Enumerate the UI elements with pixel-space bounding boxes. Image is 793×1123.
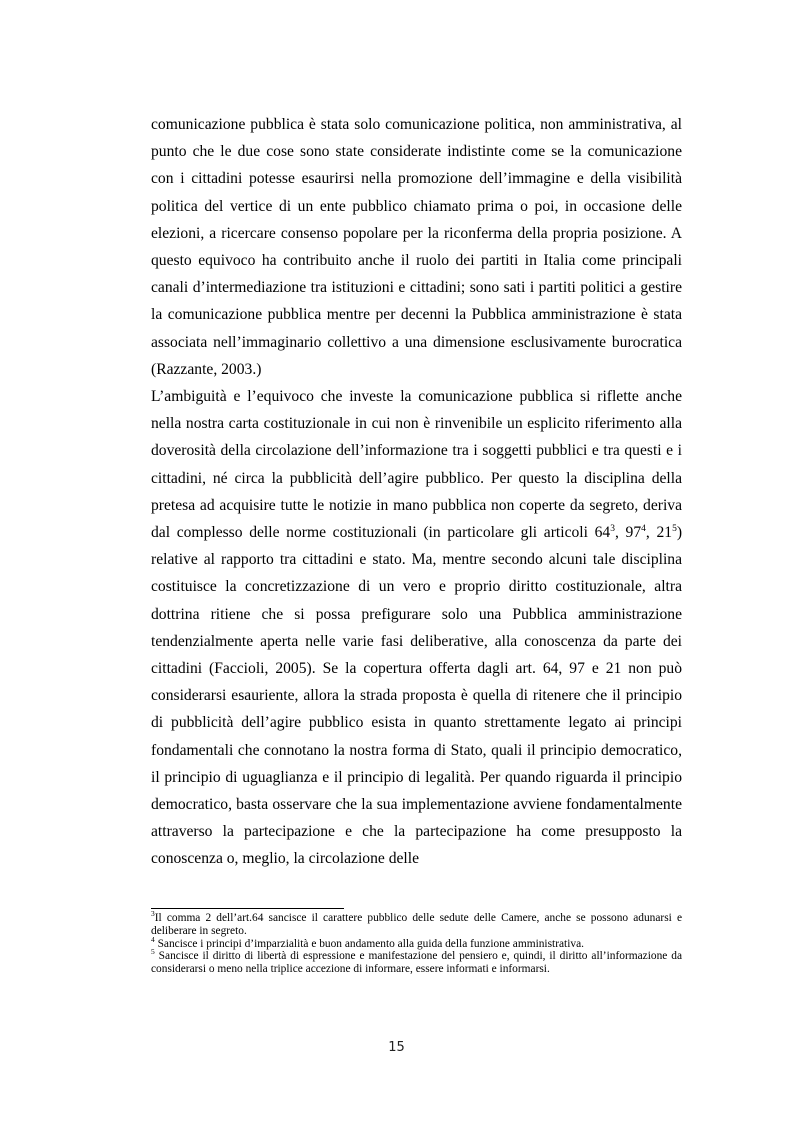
paragraph-1 — [151, 111, 682, 383]
footnote-marker-4: 4 — [151, 934, 155, 944]
footnote-5 — [151, 947, 682, 976]
paragraph-2-text-d: ) relative al rapporto tra cittadini e stato. Ma, mentre secondo alcuni tale disciplina costituisce la concretizzazione di un vero e proprio diritto costituzionale, altra dottrina ritiene che si possa prefigurare solo una Pubblica amministrazione tendenzialmente aperta nelle varie fasi deliberative, alla conoscenza da parte dei cittadini (Faccioli, 2005). Se la copertura offerta dagli art. 64, 97 e 21 non può considerarsi esauriente, allora la strada proposta è quella di ritenere che il principio di pubblicità dell’agire pubblico esista in quanto strettamente legato ai principi fondamentali che connotano la nostra forma di Stato, quali il principio democratico, il principio di uguaglianza e il principio di legalità. Per quando riguarda il principio democratico, basta osservare che la sua implementazione avviene fondamentalmente attraverso la partecipazione e che la partecipazione ha come presupposto la conoscenza o, meglio, la circolazione delle — [151, 524, 683, 868]
footnote-marker-5: 5 — [151, 947, 155, 957]
footnote-marker-3: 3 — [151, 909, 155, 919]
paragraph-2 — [151, 383, 682, 873]
paragraph-2-text-c: , 21 — [645, 524, 673, 542]
footnote-text-5: Sancisce il diritto di libertà di espressione e manifestazione del pensiero e, quindi, il diritto all’informazione da considerarsi o meno nella triplice accezione di informare, essere informati e informarsi. — [151, 950, 682, 976]
body-text — [151, 111, 682, 873]
footnote-4 — [151, 934, 682, 951]
footnote-ref-5[interactable]: 5 — [672, 523, 677, 534]
paragraph-2-text-a: L’ambiguità e l’equivoco che investe la comunicazione pubblica si riflette anche nella nostra carta costituzionale in cui non è rinvenibile un esplicito riferimento alla doverosità della circolazione dell’informazione tra i soggetti pubblici e tra questi e i cittadini, né circa la pubblicità dell’agire pubblico. Per questo la disciplina della pretesa ad acquisire tutte le notizie in mano pubblica non coperte da segreto, deriva dal complesso delle norme costituzionali (in particolare gli articoli 64 — [151, 388, 682, 542]
paragraph-2-text-b: , 97 — [614, 524, 642, 542]
footnotes — [151, 909, 682, 976]
page-number: 15 — [388, 1040, 405, 1055]
footnote-ref-4[interactable]: 4 — [641, 523, 646, 534]
footnote-3 — [151, 909, 682, 938]
footnote-ref-3[interactable]: 3 — [610, 523, 615, 534]
paragraph-1-text: comunicazione pubblica è stata solo comunicazione politica, non amministrativa, al punto che le due cose sono state considerate indistinte come se la comunicazione con i cittadini potesse esaurirsi nella promozione dell’immagine e della visibilità politica del vertice di un ente pubblico chiamato prima o poi, in occasione delle elezioni, a ricercare consenso popolare per la riconferma della propria posizione. A questo equivoco ha contribuito anche il ruolo dei partiti in Italia come principali canali d’intermediazione tra istituzioni e cittadini; sono sati i partiti politici a gestire la comunicazione pubblica mentre per decenni la Pubblica amministrazione è stata associata nell’immaginario collettivo a una dimensione esclusivamente burocratica (Razzante, 2003.) — [151, 116, 682, 378]
footnote-separator — [151, 908, 344, 909]
footnote-text-3: Il comma 2 dell’art.64 sancisce il carattere pubblico delle sedute delle Camere, anche se possono adunarsi e deliberare in segreto. — [151, 912, 682, 937]
footnote-text-4: Sancisce i principi d’imparzialità e buon andamento alla guida della funzione amministrativa. — [154, 937, 584, 950]
